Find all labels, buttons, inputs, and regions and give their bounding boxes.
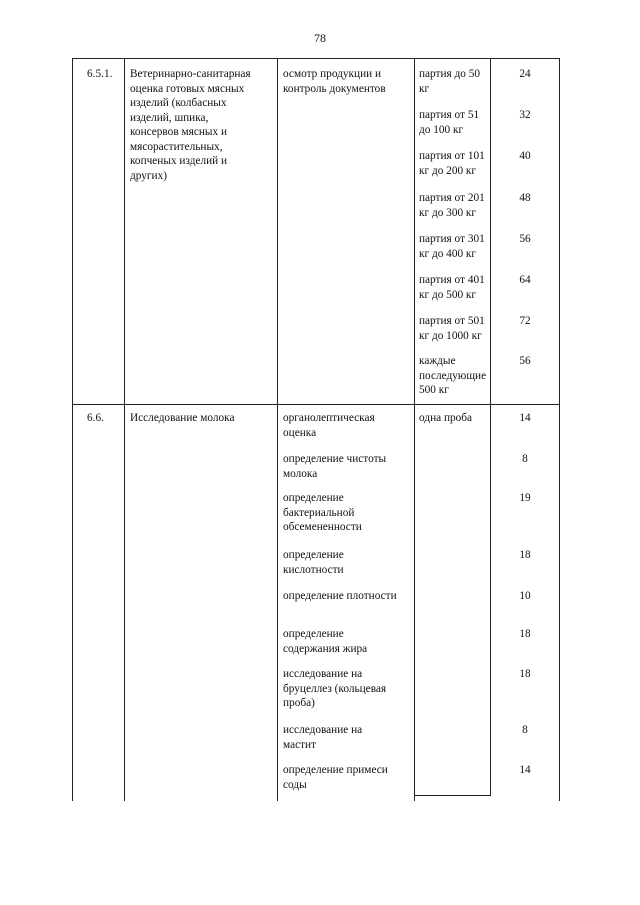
- price-value: 19: [519, 492, 531, 504]
- test-method: исследование на бруцеллез (кольцевая проба): [283, 668, 387, 709]
- price-value: 10: [519, 590, 531, 602]
- batch-unit: каждые последующие 500 кг: [419, 355, 487, 396]
- page-number: 78: [314, 31, 326, 45]
- price-value: 14: [519, 412, 531, 424]
- sample-unit: одна проба: [419, 412, 473, 424]
- price-value: 8: [522, 724, 528, 736]
- batch-unit: партия от 501 кг до 1000 кг: [419, 315, 485, 342]
- item-name: Исследование молока: [130, 412, 235, 424]
- price-value: 40: [519, 150, 531, 162]
- test-method: определение примеси соды: [283, 764, 388, 791]
- price-value: 24: [519, 68, 531, 80]
- item-number: 6.5.1.: [87, 68, 113, 80]
- price-value: 18: [519, 668, 531, 680]
- test-method: определение чистоты молока: [283, 453, 387, 480]
- price-value: 64: [519, 274, 531, 286]
- price-value: 48: [519, 192, 531, 204]
- price-value: 18: [519, 549, 531, 561]
- batch-unit: партия от 51 до 100 кг: [419, 109, 480, 136]
- test-method: определение кислотности: [283, 549, 344, 576]
- batch-unit: партия от 401 кг до 500 кг: [419, 274, 485, 301]
- batch-unit: партия от 301 кг до 400 кг: [419, 233, 485, 260]
- test-method: определение содержания жира: [283, 628, 368, 655]
- test-method: органолептическая оценка: [283, 412, 375, 439]
- price-value: 14: [519, 764, 531, 776]
- tariff-table: [72, 58, 560, 801]
- table-row: [73, 405, 559, 801]
- test-method: исследование на мастит: [283, 724, 363, 751]
- item-number: 6.6.: [87, 412, 104, 424]
- item-method: осмотр продукции и контроль документов: [283, 68, 386, 95]
- price-value: 18: [519, 628, 531, 640]
- batch-unit: партия от 201 кг до 300 кг: [419, 192, 485, 219]
- price-value: 56: [519, 233, 531, 245]
- price-value: 56: [519, 355, 531, 367]
- price-value: 72: [519, 315, 531, 327]
- batch-unit: партия до 50 кг: [419, 68, 481, 95]
- item-name: Ветеринарно-санитарная оценка готовых мясных изделий (колбасных изделий, шпика, консервов мясных и мясорастительных, копченых изделий и других): [130, 68, 251, 182]
- test-method: определение плотности: [283, 590, 397, 602]
- price-value: 8: [522, 453, 528, 465]
- batch-unit: партия от 101 кг до 200 кг: [419, 150, 485, 177]
- price-value: 32: [519, 109, 531, 121]
- table-row: [73, 59, 559, 405]
- test-method: определение бактериальной обсемененности: [283, 492, 362, 533]
